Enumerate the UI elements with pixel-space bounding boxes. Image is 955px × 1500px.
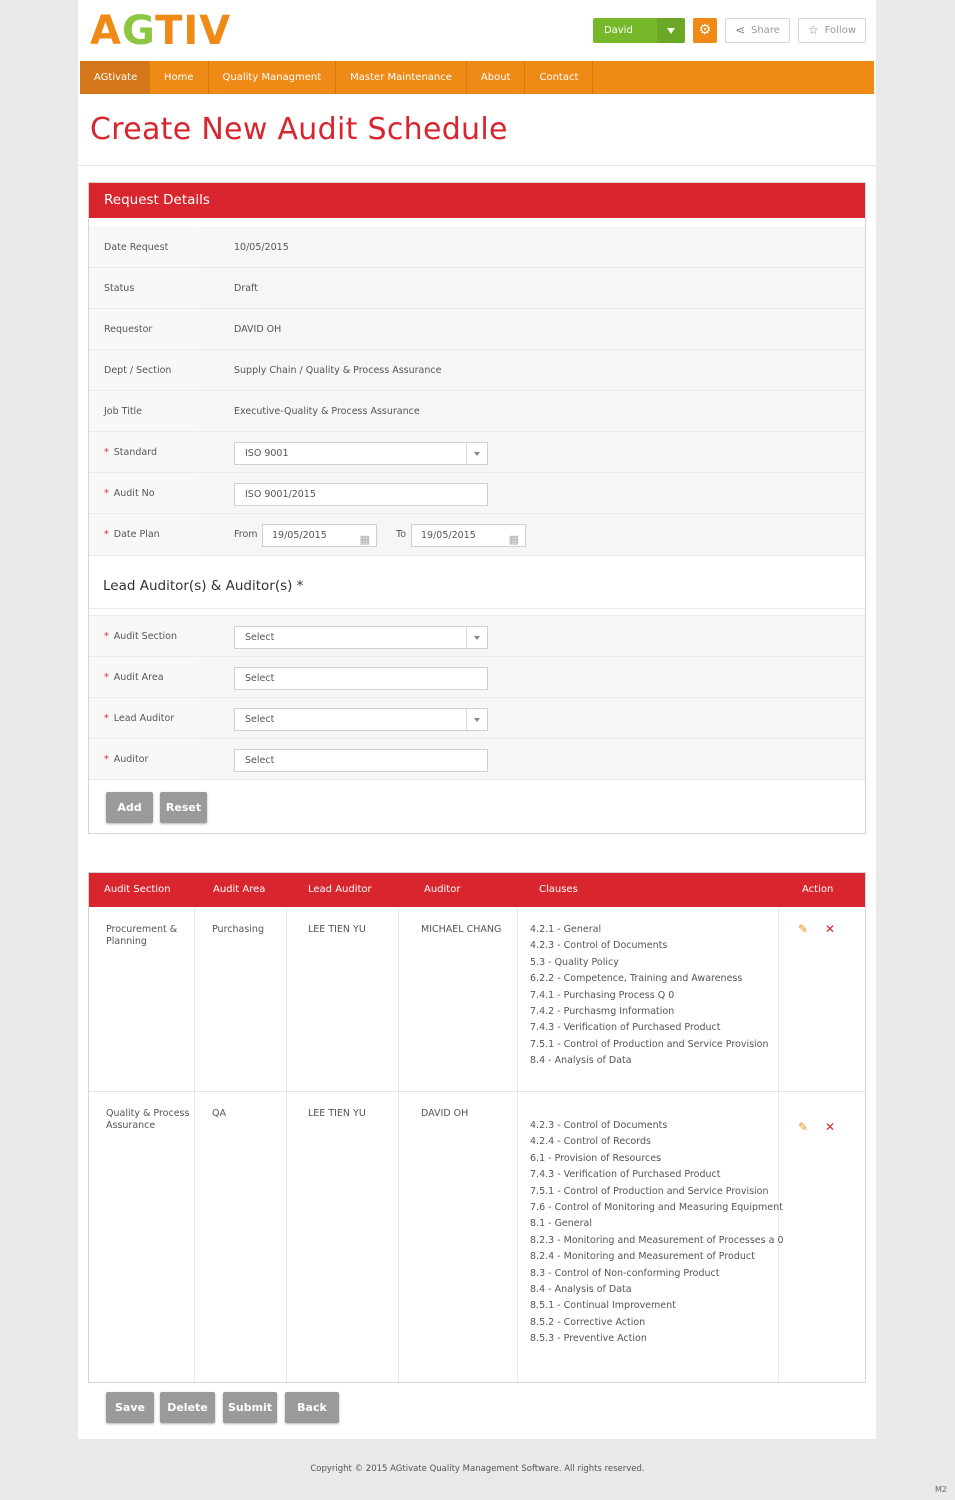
clause-item: 7.4.1 - Purchasing Process Q 0 [530, 989, 675, 1001]
row-lead-auditor [89, 698, 865, 739]
row-job-title [89, 391, 865, 432]
standard-label: * Standard [89, 432, 199, 472]
nav-about[interactable]: About [467, 61, 526, 94]
calendar-icon[interactable]: ▦ [359, 533, 370, 546]
divider [89, 608, 865, 609]
edit-icon[interactable]: ✎ [798, 922, 809, 936]
main-nav [80, 61, 874, 94]
row-standard [89, 432, 865, 473]
required-mark: * [104, 631, 109, 642]
required-mark: * [104, 672, 109, 683]
audit-schedule-table [88, 872, 866, 1383]
auditor-label: * Auditor [89, 739, 199, 779]
save-button[interactable]: Save [106, 1392, 154, 1423]
agtiv-logo[interactable]: AGTIV [90, 8, 232, 54]
nav-contact[interactable]: Contact [525, 61, 593, 94]
clause-item: 8.2.3 - Monitoring and Measurement of Processes a 0 [530, 1234, 784, 1246]
job-title-label: Job Title [89, 391, 199, 431]
required-mark: * [104, 754, 109, 765]
table-row [89, 908, 865, 1092]
row-auditor [89, 739, 865, 780]
cell-clauses [530, 1092, 784, 1382]
clause-item: 8.5.1 - Continual Improvement [530, 1300, 676, 1312]
nav-agtivate[interactable]: AGtivate [80, 61, 150, 94]
from-date-input[interactable]: 19/05/2015 ▦ [262, 524, 377, 547]
add-button[interactable]: Add [106, 792, 153, 823]
dept-label: Dept / Section [89, 350, 199, 390]
clause-item: 7.4.2 - Purchasmg Information [530, 1006, 675, 1018]
calendar-icon[interactable]: ▦ [508, 533, 519, 546]
table-row [89, 1092, 865, 1382]
required-mark: * [104, 713, 109, 724]
cell-audit-area: QA [212, 1108, 226, 1119]
clause-item: 7.4.3 - Verification of Purchased Product [530, 1022, 721, 1034]
clause-item: 7.5.1 - Control of Production and Service Provision [530, 1038, 769, 1050]
star-icon: ☆ [807, 23, 819, 37]
auditor-input[interactable]: Select [234, 749, 488, 772]
page-container [78, 0, 876, 1439]
auditors-subheader: Lead Auditor(s) & Auditor(s) * [103, 578, 304, 594]
job-title-value: Executive-Quality & Process Assurance [234, 406, 420, 417]
gear-icon[interactable]: ⚙ [693, 18, 717, 43]
status-value: Draft [234, 283, 258, 294]
edit-icon[interactable]: ✎ [798, 1120, 809, 1134]
row-requestor [89, 309, 865, 350]
delete-button[interactable]: Delete [160, 1392, 215, 1423]
divider [78, 165, 876, 166]
clause-item: 5.3 - Quality Policy [530, 956, 619, 968]
cell-audit-area: Purchasing [212, 924, 264, 935]
audit-area-input[interactable]: Select [234, 667, 488, 690]
required-mark: * [104, 447, 109, 458]
cell-lead-auditor: LEE TIEN YU [308, 924, 366, 935]
share-button[interactable]: ⋖ Share [725, 18, 790, 43]
clause-item: 7.4.3 - Verification of Purchased Product [530, 1169, 721, 1181]
chevron-down-icon[interactable] [466, 709, 487, 730]
clause-item: 4.2.4 - Control of Records [530, 1136, 651, 1148]
clause-item: 7.6 - Control of Monitoring and Measuring Equipment [530, 1202, 783, 1214]
row-date-request [89, 227, 865, 268]
dept-value: Supply Chain / Quality & Process Assurance [234, 365, 442, 376]
cell-lead-auditor: LEE TIEN YU [308, 1108, 366, 1119]
chevron-down-icon[interactable] [466, 627, 487, 648]
required-mark: * [104, 529, 109, 540]
col-audit-area: Audit Area [213, 884, 266, 895]
lead-auditor-label: * Lead Auditor [89, 698, 199, 738]
date-request-label: Date Request [89, 227, 199, 267]
submit-button[interactable]: Submit [223, 1392, 277, 1423]
chevron-down-icon[interactable] [657, 18, 685, 43]
audit-no-label: * Audit No [89, 473, 199, 513]
page-mark: M2 [935, 1485, 947, 1494]
col-auditor: Auditor [424, 884, 461, 895]
clause-item: 4.2.3 - Control of Documents [530, 940, 668, 952]
row-dept [89, 350, 865, 391]
to-date-input[interactable]: 19/05/2015 ▦ [411, 524, 526, 547]
row-audit-area [89, 657, 865, 698]
clause-item: 8.3 - Control of Non-conforming Product [530, 1267, 720, 1279]
row-audit-no [89, 473, 865, 514]
clause-item: 8.5.3 - Preventive Action [530, 1333, 647, 1345]
footer-copyright: Copyright © 2015 AGtivate Quality Management Software. All rights reserved. [310, 1464, 645, 1474]
lead-auditor-select[interactable]: Select [234, 708, 488, 731]
col-action: Action [802, 884, 834, 895]
cell-audit-section: Quality & Process Assurance [106, 1108, 190, 1131]
clause-item: 8.1 - General [530, 1218, 593, 1230]
nav-master-maintenance[interactable]: Master Maintenance [336, 61, 467, 94]
request-details-card [88, 182, 866, 834]
share-icon: ⋖ [734, 23, 745, 37]
clause-item: 8.2.4 - Monitoring and Measurement of Product [530, 1251, 755, 1263]
col-lead-auditor: Lead Auditor [308, 884, 372, 895]
clause-item: 8.5.2 - Corrective Action [530, 1316, 646, 1328]
audit-section-label: * Audit Section [89, 616, 199, 656]
clause-item: 4.2.1 - General [530, 924, 602, 935]
requestor-value: DAVID OH [234, 324, 282, 335]
cell-audit-section: Procurement & Planning [106, 924, 178, 947]
nav-quality-management[interactable]: Quality Managment [209, 61, 337, 94]
required-mark: * [104, 488, 109, 499]
to-label: To [396, 529, 407, 540]
date-plan-label: * Date Plan [89, 514, 199, 555]
follow-button[interactable]: ☆ Follow [798, 18, 866, 43]
back-button[interactable]: Back [285, 1392, 339, 1423]
top-actions [593, 18, 866, 43]
clause-item: 8.4 - Analysis of Data [530, 1284, 632, 1296]
clause-item: 6.2.2 - Competence, Training and Awareness [530, 973, 743, 985]
delete-icon[interactable]: ✕ [825, 922, 836, 936]
cell-clauses [530, 908, 769, 1091]
row-date-plan [89, 514, 865, 556]
row-status [89, 268, 865, 309]
clause-item: 8.4 - Analysis of Data [530, 1055, 632, 1067]
date-request-value: 10/05/2015 [234, 242, 289, 253]
delete-icon[interactable]: ✕ [825, 1120, 836, 1134]
standard-select[interactable]: ISO 9001 [234, 442, 488, 465]
chevron-down-icon[interactable] [466, 443, 487, 464]
cell-auditor: MICHAEL CHANG [421, 924, 502, 935]
audit-area-label: * Audit Area [89, 657, 199, 697]
nav-home[interactable]: Home [150, 61, 209, 94]
col-clauses: Clauses [539, 884, 578, 895]
clause-item: 6.1 - Provision of Resources [530, 1152, 662, 1164]
col-audit-section: Audit Section [104, 884, 171, 895]
status-label: Status [89, 268, 199, 308]
table-header [89, 873, 865, 907]
from-label: From [234, 529, 258, 540]
audit-section-select[interactable]: Select [234, 626, 488, 649]
requestor-label: Requestor [89, 309, 199, 349]
clause-item: 4.2.3 - Control of Documents [530, 1120, 668, 1131]
clause-item: 7.5.1 - Control of Production and Service Provision [530, 1185, 769, 1197]
row-audit-section [89, 615, 865, 657]
reset-button[interactable]: Reset [160, 792, 207, 823]
audit-no-input[interactable]: ISO 9001/2015 [234, 483, 488, 506]
user-menu-button[interactable]: David [593, 18, 657, 43]
cell-auditor: DAVID OH [421, 1108, 469, 1119]
request-details-header: Request Details [89, 183, 865, 218]
page-title: Create New Audit Schedule [90, 112, 508, 147]
